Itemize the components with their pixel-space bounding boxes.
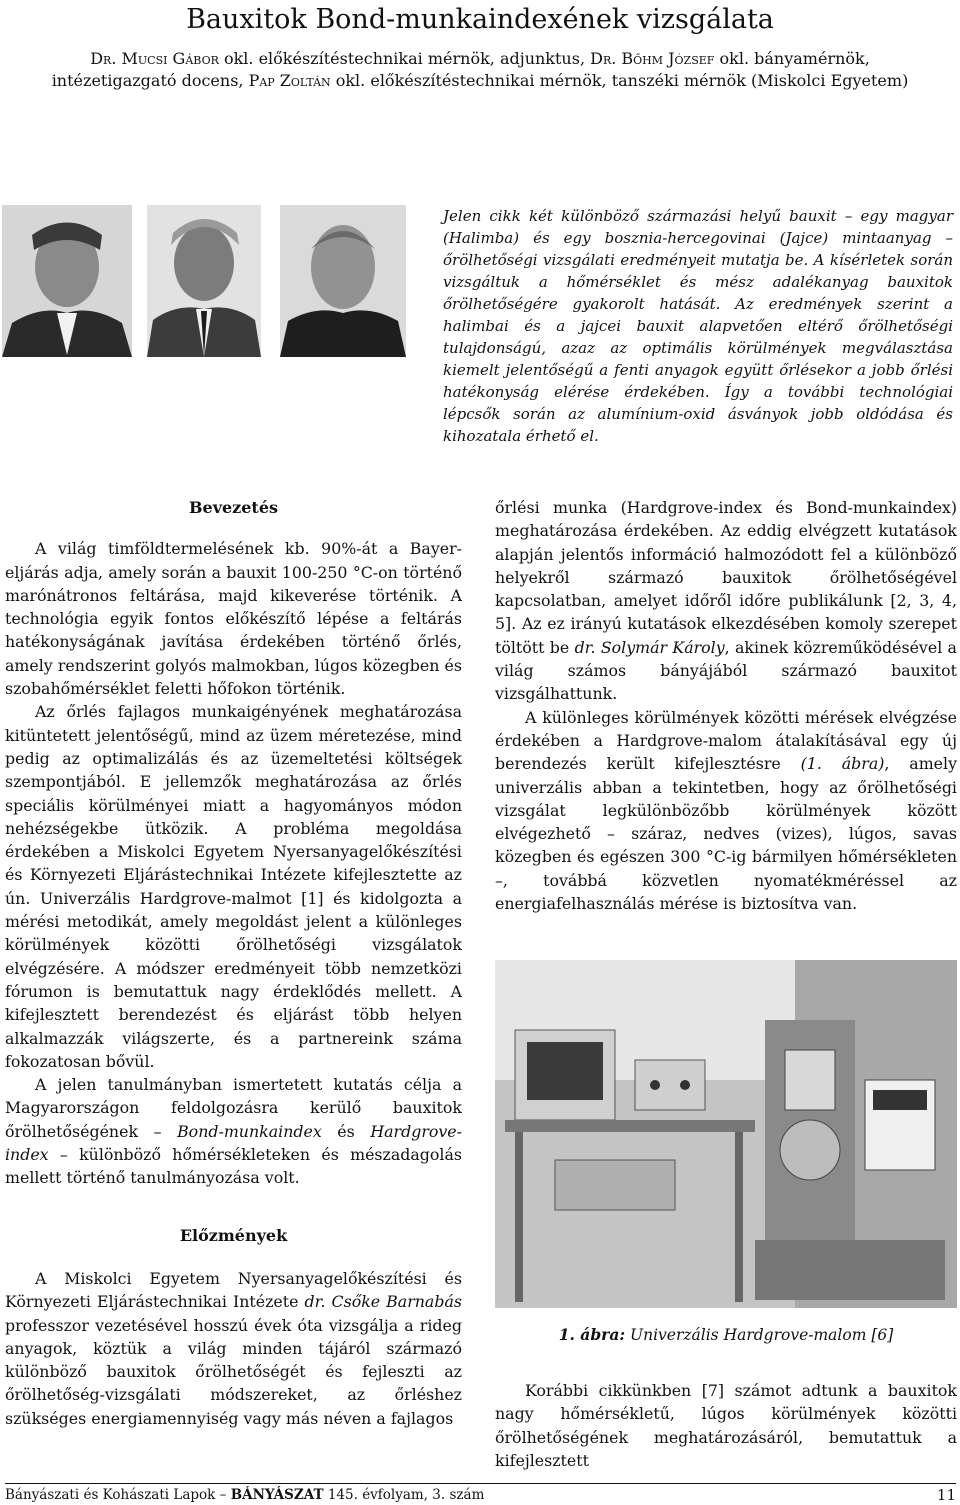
section-heading-intro: Bevezetés bbox=[188, 498, 279, 517]
author-role-3: okl. előkészítéstechnikai mérnök, tanszéki mérnök (Miskolci Egyetem) bbox=[330, 71, 909, 90]
footer-issue: 145. évfolyam, 3. szám bbox=[323, 1487, 485, 1503]
intro-p3-em-1: Bond-munkaindex bbox=[177, 1121, 322, 1141]
prev-p1-em: dr. Csőke Barnabás bbox=[304, 1292, 462, 1312]
intro-p3-em-2: Hardgrove-index bbox=[5, 1121, 462, 1165]
author-role-2b: intézetigazgató docens, bbox=[51, 71, 249, 90]
intro-paragraph-1: A világ timföldtermelésének kb. 90%-át a Bayer-eljárás adja, amely során a bauxit 100-250 °C-on történő marónátronos feltárása, majd kikeverése történik. A technológia egyik fontos előkészítő lépése a feltárás hatékonyságának javítása érdekében történő őrlés, amely rendszerint golyós malmokban, lúgos közegben és szobahőmérséklet feletti hőfokon történik. bbox=[5, 539, 462, 699]
r-p2-text-b: , amely univerzális abban a tekintetben, hogy az őrölhetőségi vizsgálat legkülönbözőbb körülmények között elvégezhető – száraz, nedves (vizes), lúgos, savas közegben és egészen 300 °C-ig bármilyen hőmérsékleten –, továbbá közvetlen nyomatékméréssel az energiafelhasználás mérése is biztosítva van. bbox=[495, 754, 958, 914]
right-paragraph-3: Korábbi cikkünkben [7] számot adtunk a bauxitok nagy hőmérsékletű, lúgos körülmények közötti őrölhetőségének meghatározásáról, bemutattuk a kifejlesztett bbox=[495, 1381, 957, 1470]
intro-p3-text-b: és bbox=[321, 1121, 371, 1141]
intro-p3-text-c: – különböző hőmérsékleteken és mészadagolás mellett történő tanulmányozása volt. bbox=[5, 1145, 462, 1188]
intro-paragraph-3 bbox=[5, 1073, 462, 1189]
page-footer bbox=[5, 1486, 956, 1504]
author-line bbox=[0, 48, 960, 92]
figure-caption-label: 1. ábra: bbox=[558, 1325, 626, 1344]
figure-caption-text: Univerzális Hardgrove-malom [6] bbox=[625, 1326, 894, 1344]
figure-hardgrove-mill-photo bbox=[495, 960, 957, 1308]
r-p2-em: (1. ábra) bbox=[800, 754, 885, 774]
prev-p1-text-a: A Miskolci Egyetem Nyersanyagelőkészítési és Környezeti Eljárástechnikai Intézete bbox=[5, 1268, 462, 1312]
right-paragraph-1 bbox=[495, 496, 957, 706]
author-photo-2 bbox=[147, 205, 261, 357]
r-p1-em: dr. Solymár Károly bbox=[574, 637, 725, 657]
author-prefix-2: Dr. bbox=[590, 49, 622, 68]
prev-p1-text-b: professzor vezetésével hosszú évek óta vizsgálja a rideg anyagok, köztük a világ minden tájáról származó különböző bauxitok őrölhetőségét és fejleszti az őrölhetőség-vizsgálati módszereket, az őrléshez szükséges energiamennyiség vagy más néven a fajlagos bbox=[5, 1315, 462, 1428]
intro-p3-text-a: A jelen tanulmányban ismertetett kutatás célja a Magyarországon feldolgozásra kerülő bauxitok őrölhetőségének – bbox=[5, 1075, 462, 1141]
footer-journal-bold: BÁNYÁSZAT bbox=[230, 1487, 324, 1503]
article-title: Bauxitok Bond-munkaindexének vizsgálata bbox=[186, 4, 774, 35]
author-prefix-1: Dr. bbox=[90, 49, 122, 68]
author-role-1: okl. előkészítéstechnikai mérnök, adjunktus, bbox=[218, 49, 591, 68]
figure-caption bbox=[495, 1324, 957, 1346]
author-role-2: okl. bányamérnök, bbox=[714, 49, 870, 68]
author-name-1: Mucsi Gábor bbox=[121, 49, 219, 68]
r-p2-text-a: A különleges körülmények közötti mérések elvégzése érdekében a Hardgrove-malom átalakításával egy új berendezés került kifejlesztésre bbox=[495, 707, 957, 774]
intro-paragraph-2: Az őrlés fajlagos munkaigényének meghatározása kitüntetett jelentőségű, mind az üzem méretezése, mind pedig az optimalizálás és az üzemeltetési költségek szempontjából. E jellemzők meghatározása az őrlés speciális körülményei miatt a hagyományos módon nehézségekbe ütközik. A probléma megoldása érdekében a Miskolci Egyetem Nyersanyagelőkészítési és Környezeti Eljárástechnikai Intézete kifejlesztette az ún. Univerzális Hardgrove-malmot [1] és kidolgozta a mérési metodikát, amely megoldást jelent a különleges körülmények közötti őrölhetőségi vizsgálatok elvégzésére. A módszer eredményeit több nemzetközi fórumon is bemutattuk nagy érdeklődés mellett. A kifejlesztett berendezést és eljárást több helyen alkalmazzák világszerte, és a partnereink száma fokozatosan bővül. bbox=[5, 702, 462, 1071]
previous-paragraph-1 bbox=[5, 1267, 462, 1430]
left-column bbox=[5, 496, 462, 1430]
right-column-bottom bbox=[495, 1379, 957, 1472]
author-name-2: Bőhm József bbox=[621, 49, 715, 68]
r-p1-text-b: , akinek közreműködésével a világ számos bányájából származó bauxitot vizsgálhattunk. bbox=[495, 637, 957, 704]
section-heading-previous: Előzmények bbox=[179, 1225, 288, 1245]
page-number: 11 bbox=[936, 1486, 956, 1504]
author-photo-1 bbox=[2, 205, 132, 357]
footer-rule bbox=[5, 1483, 956, 1484]
author-name-3: Pap Zoltán bbox=[248, 71, 331, 90]
footer-journal: Bányászati és Kohászati Lapok – bbox=[5, 1487, 231, 1503]
r-p1-text-a: őrlési munka (Hardgrove-index és Bond-munkaindex) meghatározása érdekében. Az eddig elvégzett kutatások alapján jelentős információ halmozódott fel a különböző helyekről származó bauxitok őrölhetőségével kapcsolatban, amelyet időről időre publikálunk [2, 3, 4, 5]. Az ez irányú kutatások elkezdésében komoly szerepet töltött be bbox=[495, 498, 957, 657]
right-column bbox=[495, 496, 957, 915]
author-photo-3 bbox=[280, 205, 406, 357]
right-paragraph-2 bbox=[495, 706, 957, 916]
abstract: Jelen cikk két különböző származási helyű bauxit – egy magyar (Halimba) és egy bosznia-hercegovinai (Jajce) mintaanyag – őrölhetőségi vizsgálati eredményeit mutatja be. A kísérletek során vizsgáltuk a hőmérséklet és mész adalékanyag bauxitok őrölhetőségére gyakorolt hatását. Az eredmények szerint a halimbai és a jajcei bauxit alapvetően eltérő őrölhetőségi tulajdonságú, azaz az optimális körülmények megválasztása kiemelt jelentőségű a fenti anyagok együtt őrlésekor a jobb őrlési hatékonyság elérése érdekében. Így a további technológiai lépcsők során az alumínium-oxid ásványok jobb oldódása és kihozatala érhető el. bbox=[443, 207, 953, 445]
